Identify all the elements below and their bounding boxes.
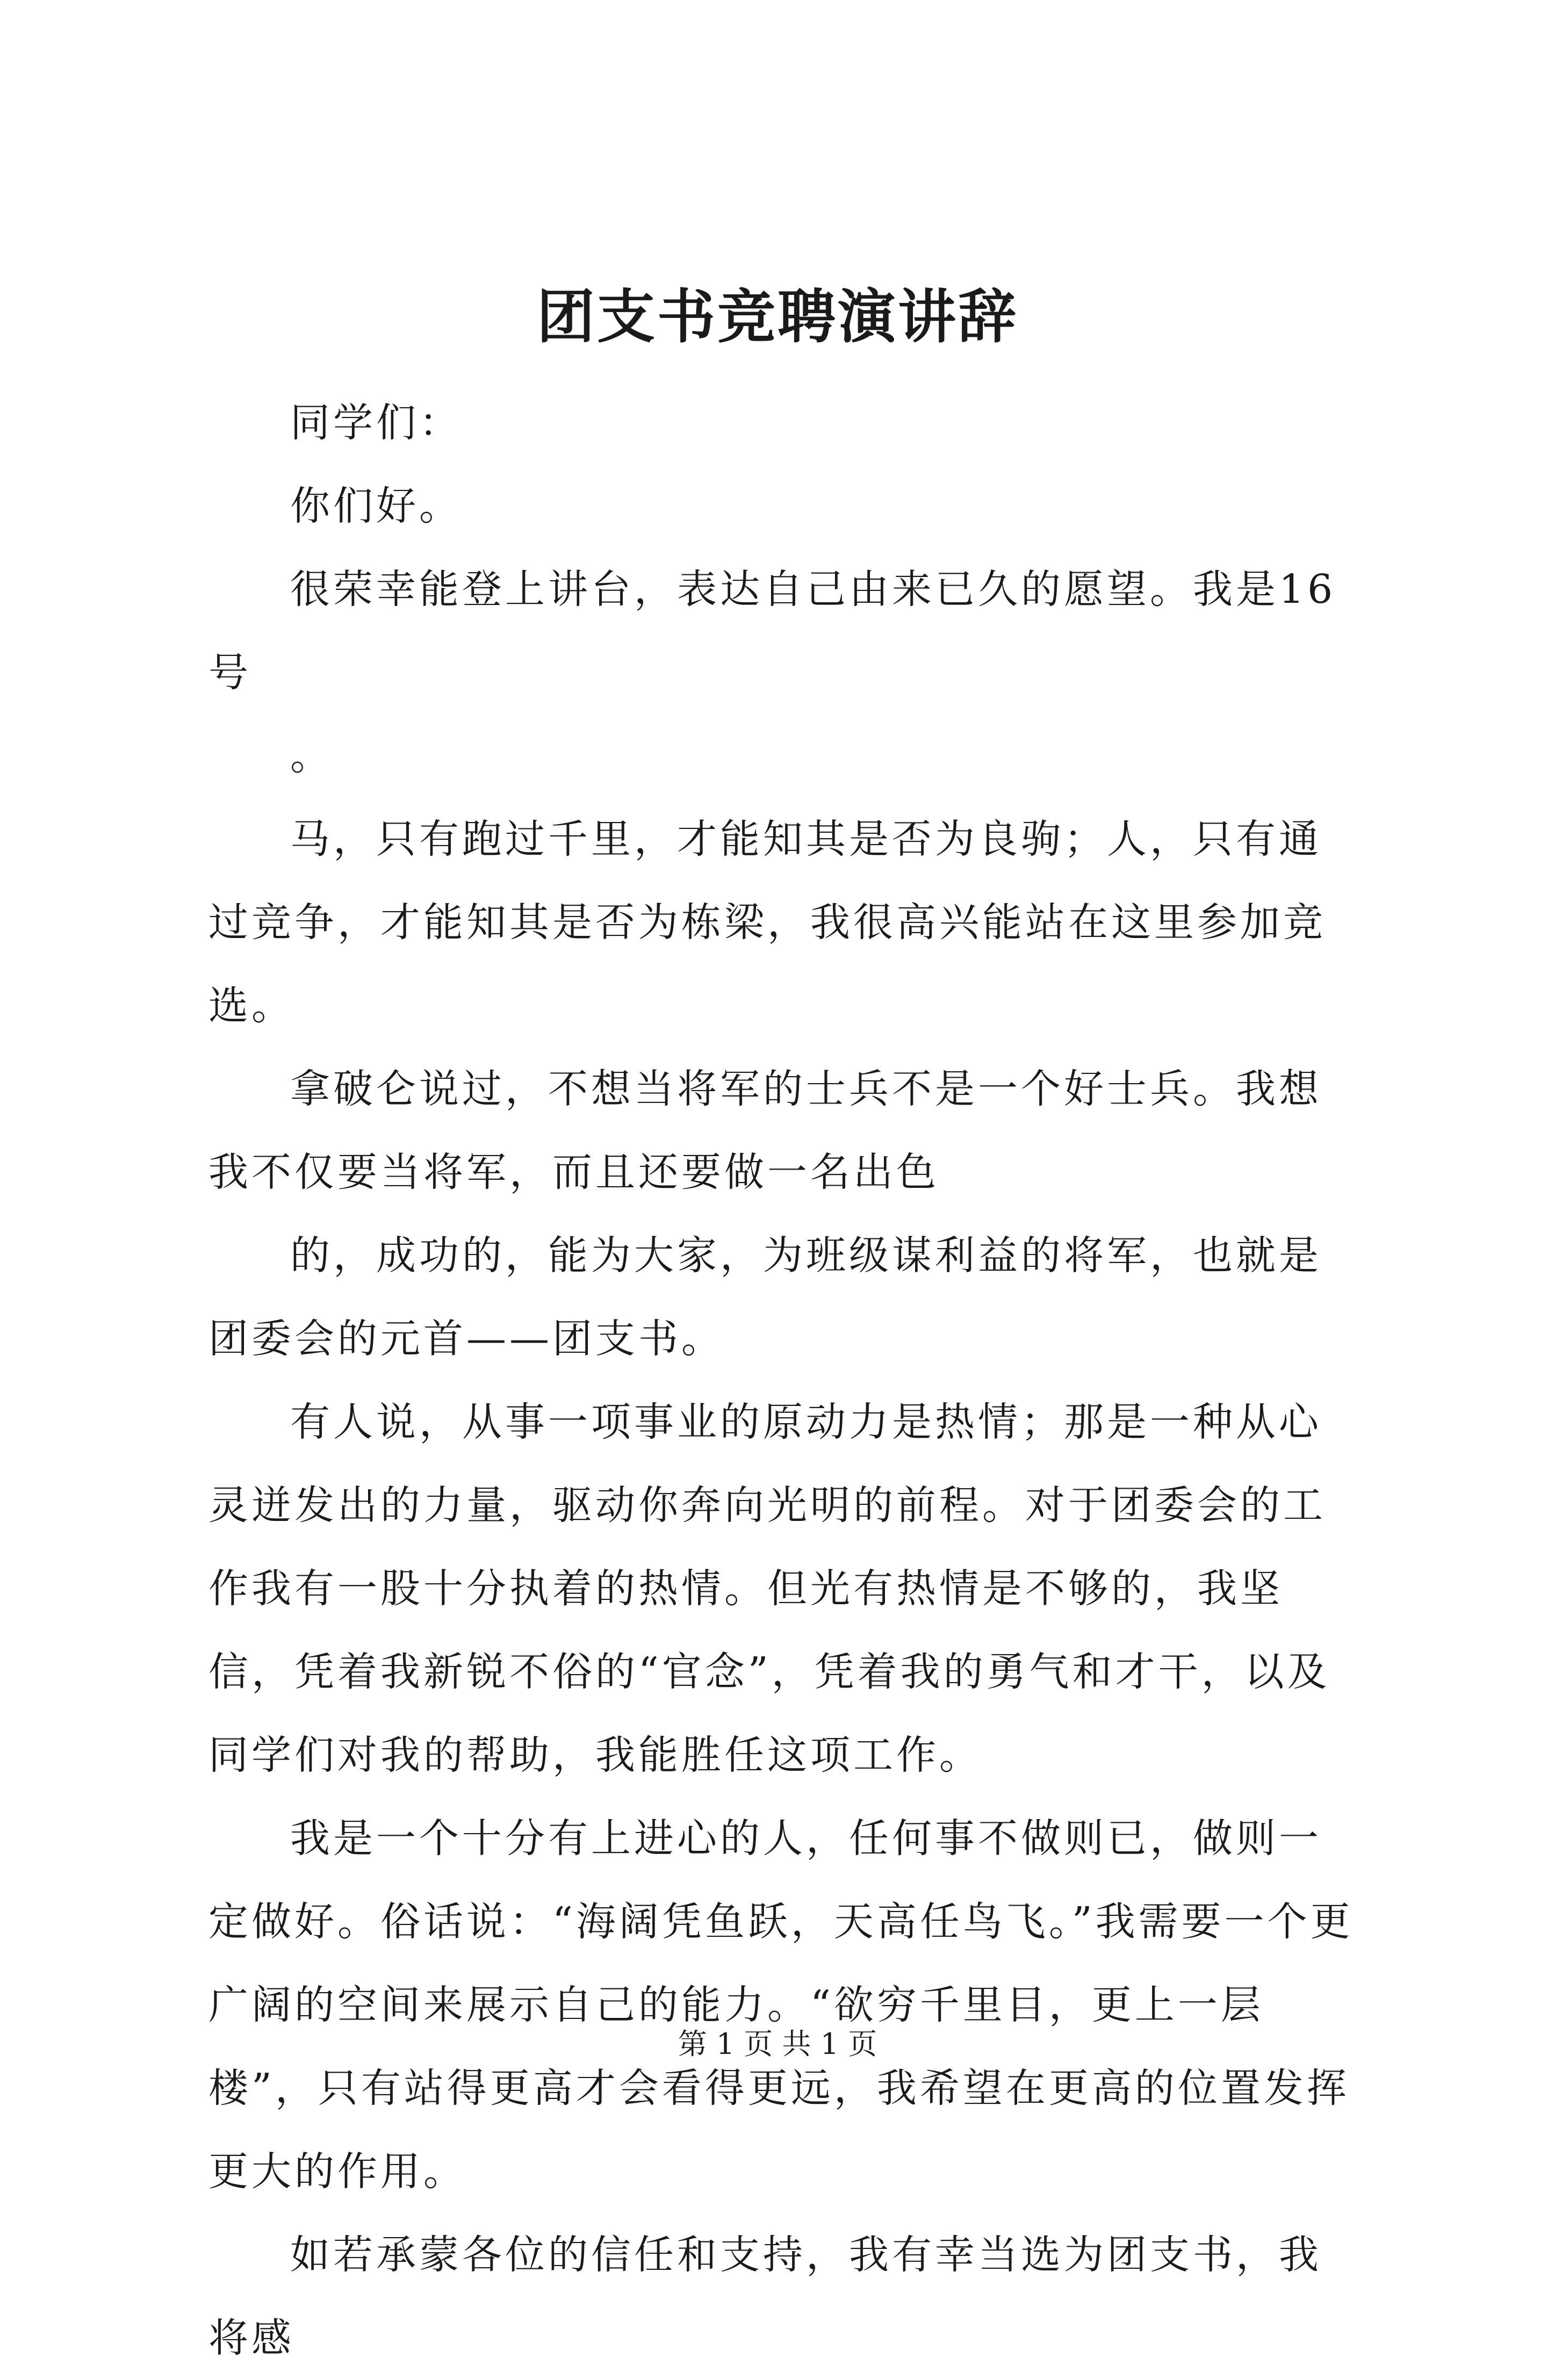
paragraph-passion: 有人说，从事一项事业的原动力是热情；那是一种从心灵迸发出的力量，驱动你奔向光明的前程。对于团委会的工作我有一股十分执着的热情。但光有热情是不够的，我坚信，凭着我新锐不俗的“官念”，凭着我的勇气和才干，以及同学们对我的帮助，我能胜任这项工作。 xyxy=(208,1399,1330,1778)
document-title: 团支书竞聘演讲辞 xyxy=(536,283,1018,351)
paragraph-horse: 马，只有跑过千里，才能知其是否为良驹；人，只有通过竞争，才能知其是否为栋梁，我很高兴能站在这里参加竞选。 xyxy=(208,816,1326,1029)
page-footer: 第 1 页 共 1 页 xyxy=(678,2027,877,2061)
paragraph-intro: 很荣幸能登上讲台，表达自己由来已久的愿望。我是16号 xyxy=(208,566,1336,696)
paragraph-hello: 你们好。 xyxy=(290,483,462,529)
paragraph-period: 。 xyxy=(290,733,333,779)
document-body xyxy=(208,381,1364,2380)
paragraph-napoleon: 拿破仑说过，不想当将军的士兵不是一个好士兵。我想我不仅要当将军，而且还要做一名出色 xyxy=(208,1066,1322,1195)
paragraph-greeting: 同学们： xyxy=(290,400,462,446)
paragraph-closing: 如若承蒙各位的信任和支持，我有幸当选为团支书，我将感 xyxy=(208,2232,1322,2361)
paragraph-general: 的，成功的，能为大家，为班级谋利益的将军，也就是团委会的元首——团支书。 xyxy=(208,1232,1322,1362)
paragraph-ambition: 我是一个十分有上进心的人，任何事不做则已，做则一定做好。俗话说：“海阔凭鱼跃，天高任鸟飞。”我需要一个更广阔的空间来展示自己的能力。“欲穷千里目，更上一层楼”，只有站得更高才会看得更远，我希望在更高的位置发挥更大的作用。 xyxy=(208,1815,1354,2195)
